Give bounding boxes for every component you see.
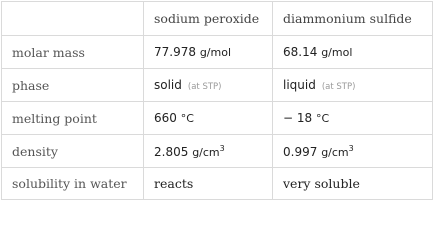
table-row-melting-point: [2, 102, 433, 135]
cell-solubility-sodium-peroxide: reacts: [144, 168, 273, 200]
value: − 18: [283, 111, 313, 125]
table-row-phase: [2, 69, 433, 102]
column-header-sodium-peroxide: sodium peroxide: [144, 2, 273, 36]
column-header-diammonium-sulfide: diammonium sulfide: [273, 2, 433, 36]
unit: g/mol: [199, 46, 232, 59]
row-label-melting-point: melting point: [2, 102, 144, 135]
table-header-row: [2, 2, 433, 36]
phase-note: (at STP): [321, 82, 356, 92]
cell-phase-diammonium-sulfide: [273, 69, 433, 102]
unit: [192, 143, 225, 159]
unit: °C: [180, 112, 194, 125]
unit: °C: [315, 112, 330, 125]
cell-density-diammonium-sulfide: [273, 135, 433, 168]
value: 68.14: [283, 45, 318, 59]
value: liquid: [283, 78, 316, 92]
row-label-phase: phase: [2, 69, 144, 102]
comparison-table: [1, 1, 433, 200]
unit-exponent: 3: [219, 143, 225, 153]
header-empty-cell: [2, 2, 144, 36]
cell-density-sodium-peroxide: [144, 135, 273, 168]
value: solid: [154, 78, 182, 92]
value: 0.997: [283, 144, 318, 159]
cell-molar-mass-sodium-peroxide: [144, 36, 273, 69]
unit-base: g/cm: [192, 145, 220, 159]
row-label-solubility: solubility in water: [2, 168, 144, 200]
cell-molar-mass-diammonium-sulfide: [273, 36, 433, 69]
unit-base: g/cm: [321, 145, 349, 159]
unit-exponent: 3: [348, 143, 354, 153]
cell-melting-point-sodium-peroxide: [144, 102, 273, 135]
unit: g/mol: [321, 46, 353, 59]
row-label-density: density: [2, 135, 144, 168]
table-row-molar-mass: [2, 36, 433, 69]
value: 2.805: [154, 144, 189, 159]
table-row-density: [2, 135, 433, 168]
cell-phase-sodium-peroxide: [144, 69, 273, 102]
row-label-molar-mass: molar mass: [2, 36, 144, 69]
cell-melting-point-diammonium-sulfide: [273, 102, 433, 135]
phase-note: (at STP): [187, 82, 222, 92]
table-row-solubility: [2, 168, 433, 200]
value: 77.978: [154, 45, 196, 59]
cell-solubility-diammonium-sulfide: very soluble: [273, 168, 433, 200]
value: 660: [154, 111, 177, 125]
unit: [321, 143, 354, 159]
